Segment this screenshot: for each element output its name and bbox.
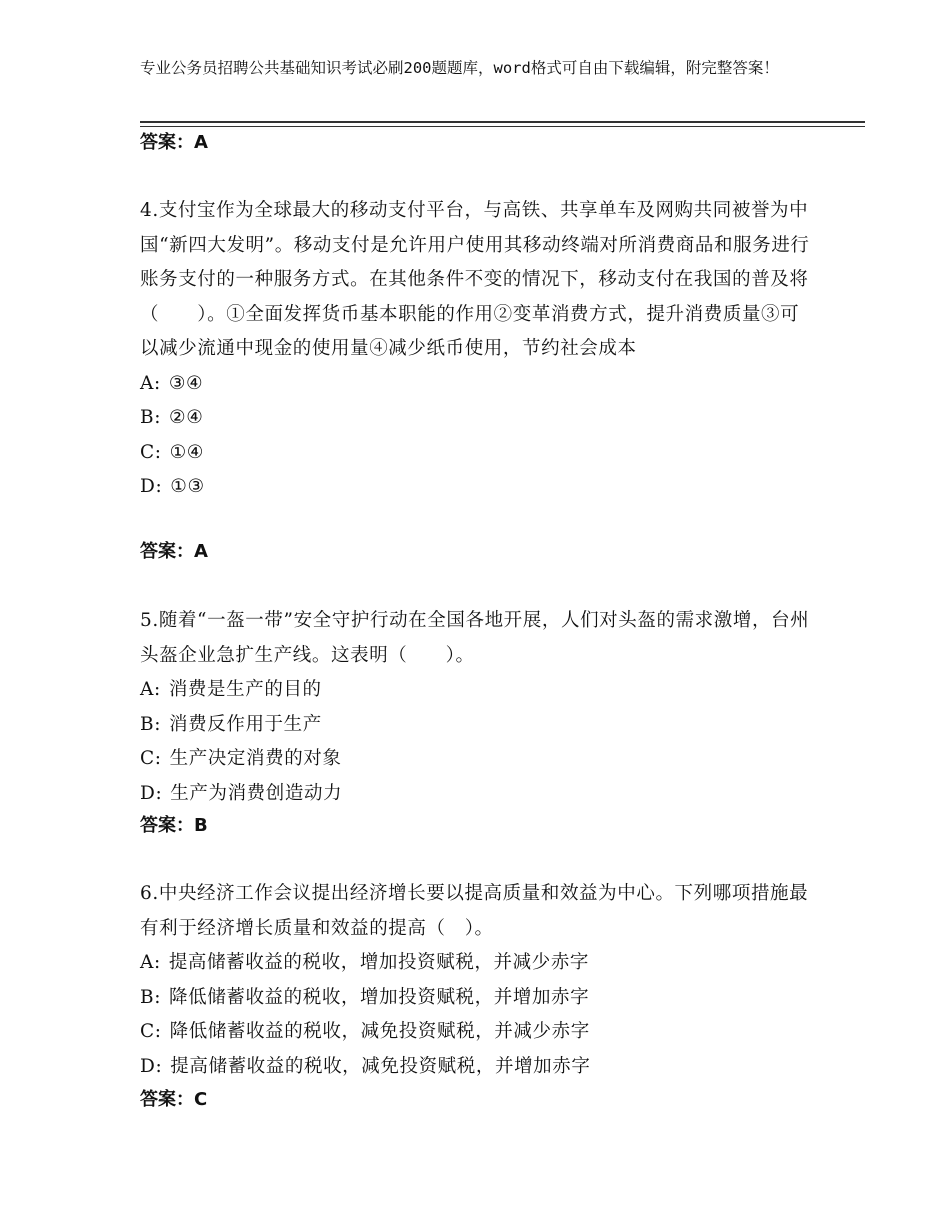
- option-c: [140, 1015, 812, 1050]
- option-text: 提高储蓄收益的税收，增加投资赋税，并减少赤字: [168, 952, 590, 973]
- option-letter: B: [140, 407, 155, 428]
- option-c: [140, 742, 812, 777]
- option-b: [140, 981, 812, 1016]
- answer-question-4: 答案：A: [140, 541, 208, 562]
- option-text: 消费是生产的目的: [168, 679, 322, 700]
- option-list: [140, 673, 812, 811]
- option-text: ③④: [168, 372, 204, 394]
- option-c: [140, 436, 812, 471]
- question-stem: 4.支付宝作为全球最大的移动支付平台，与高铁、共享单车及网购共同被誉为中国“新四大发明”。移动支付是允许用户使用其移动终端对所消费商品和服务进行账务支付的一种服务方式。在其他条件不变的情况下，移动支付在我国的普及将（ ）。①全面发挥货币基本职能的作用②变革消费方式，提升消费质量③可以减少流通中现金的使用量④减少纸币使用，节约社会成本: [140, 200, 810, 359]
- option-d: [140, 470, 812, 505]
- answer-question-5: 答案：B: [140, 815, 208, 836]
- question-6: [140, 877, 812, 1084]
- option-separator: :: [154, 407, 162, 428]
- option-separator: :: [155, 476, 163, 497]
- option-a: [140, 673, 812, 708]
- option-separator: :: [155, 782, 163, 804]
- option-separator: :: [153, 372, 161, 394]
- question-stem: 5.随着“一盔一带”安全守护行动在全国各地开展，人们对头盔的需求激增，台州头盔企业急扩生产线。这表明（ ）。: [140, 610, 810, 666]
- question-5: [140, 604, 812, 811]
- option-separator: :: [154, 713, 162, 735]
- option-text: 生产为消费创造动力: [170, 782, 343, 804]
- option-text: ②④: [169, 407, 204, 428]
- option-letter: D: [140, 476, 156, 497]
- document-header: 专业公务员招聘公共基础知识考试必刷200题题库，word格式可自由下载编辑，附完整答案！: [140, 59, 779, 77]
- option-letter: B: [140, 986, 155, 1008]
- option-text: 消费反作用于生产: [169, 713, 322, 735]
- option-text: 降低储蓄收益的税收，增加投资赋税，并增加赤字: [169, 986, 590, 1008]
- option-d: [140, 777, 812, 812]
- option-a: [140, 367, 812, 402]
- question-4: [140, 194, 812, 505]
- option-letter: D: [140, 782, 156, 804]
- option-list: [140, 367, 812, 505]
- option-letter: D: [140, 1055, 156, 1077]
- option-letter: C: [140, 748, 155, 769]
- option-text: 降低储蓄收益的税收，减免投资赋税，并减少赤字: [169, 1021, 590, 1042]
- option-text: ①④: [169, 441, 204, 463]
- answer-previous-question: 答案：A: [140, 132, 208, 153]
- option-letter: C: [140, 441, 155, 463]
- option-b: [140, 401, 812, 436]
- option-text: 生产决定消费的对象: [169, 748, 342, 769]
- header-rule-thin: [140, 126, 865, 127]
- option-d: [140, 1050, 812, 1085]
- option-separator: :: [155, 1055, 163, 1077]
- option-separator: :: [154, 748, 162, 769]
- option-separator: :: [153, 679, 161, 700]
- option-text: ①③: [170, 476, 205, 497]
- header-rule-thick: [140, 121, 865, 123]
- option-separator: :: [154, 1021, 162, 1042]
- answer-question-6: 答案：C: [140, 1089, 208, 1110]
- option-b: [140, 708, 812, 743]
- question-stem: 6.中央经济工作会议提出经济增长要以提高质量和效益为中心。下列哪项措施最有利于经济增长质量和效益的提高（ ）。: [140, 883, 809, 939]
- option-letter: A: [140, 372, 154, 394]
- option-letter: C: [140, 1021, 155, 1042]
- option-separator: :: [154, 441, 162, 463]
- option-letter: B: [140, 713, 155, 735]
- option-text: 提高储蓄收益的税收，减免投资赋税，并增加赤字: [170, 1055, 591, 1077]
- option-separator: :: [153, 952, 161, 973]
- option-separator: :: [154, 986, 162, 1008]
- option-a: [140, 946, 812, 981]
- option-letter: A: [140, 679, 154, 700]
- option-letter: A: [140, 952, 154, 973]
- option-list: [140, 946, 812, 1084]
